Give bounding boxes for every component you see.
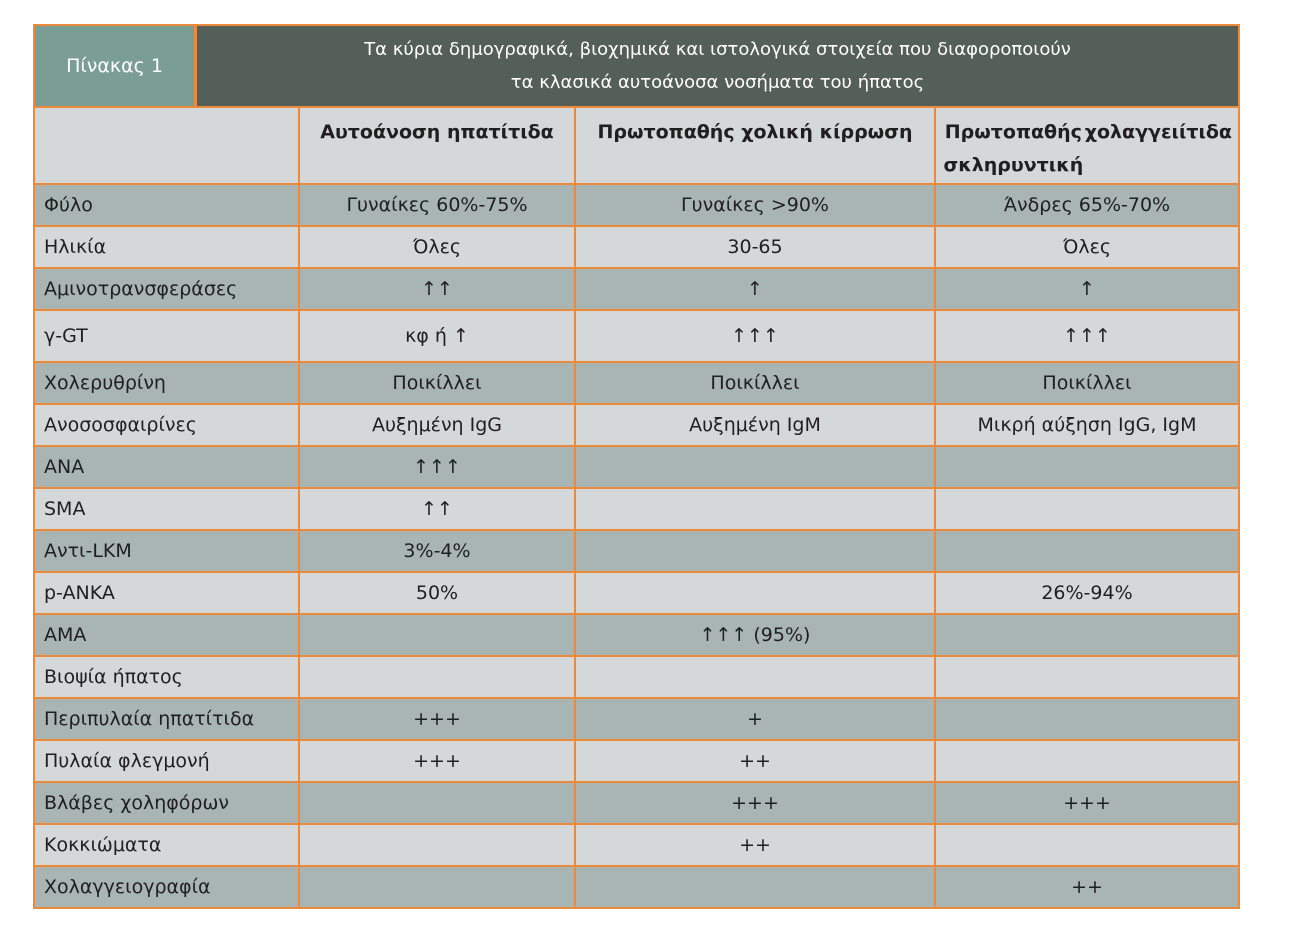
cell-pbc: + bbox=[576, 699, 936, 739]
table-row bbox=[35, 783, 1238, 825]
cell-aih: ↑↑ bbox=[300, 489, 576, 529]
cell-psc bbox=[936, 825, 1238, 865]
cell-pbc: Ποικίλλει bbox=[576, 363, 936, 403]
cell-psc bbox=[936, 699, 1238, 739]
table-row bbox=[35, 825, 1238, 867]
table-title-line-1: Τα κύρια δημογραφικά, βιοχημικά και ιστολογικά στοιχεία που διαφοροποιούν bbox=[364, 39, 1071, 60]
table-row bbox=[35, 573, 1238, 615]
cell-pbc bbox=[576, 447, 936, 487]
table-row bbox=[35, 699, 1238, 741]
table-row bbox=[35, 227, 1238, 269]
cell-psc: ↑↑↑ bbox=[1063, 325, 1111, 347]
cell-label: ANA bbox=[35, 447, 300, 487]
cell-psc: Ποικίλλει bbox=[1042, 372, 1132, 394]
cell-psc: 26%-94% bbox=[1041, 582, 1133, 604]
table-title bbox=[197, 26, 1238, 106]
cell-pbc: 30-65 bbox=[576, 227, 936, 267]
cell-pbc bbox=[576, 867, 936, 907]
data-table bbox=[33, 24, 1240, 909]
table-row bbox=[35, 867, 1238, 907]
cell-pbc bbox=[576, 657, 936, 697]
column-header-aih: Αυτοάνοση ηπατίτιδα bbox=[300, 108, 576, 183]
cell-label: Χολαγγειογραφία bbox=[35, 867, 300, 907]
table-row bbox=[35, 269, 1238, 311]
cell-pbc: ↑↑↑ (95%) bbox=[576, 615, 936, 655]
table-body bbox=[35, 185, 1238, 907]
table-row bbox=[35, 311, 1238, 363]
cell-pbc: Γυναίκες >90% bbox=[576, 185, 936, 225]
cell-label: Περιπυλαία ηπατίτιδα bbox=[35, 699, 300, 739]
cell-psc bbox=[936, 531, 1238, 571]
cell-aih: ↑↑↑ bbox=[300, 447, 576, 487]
cell-label: Πυλαία φλεγμονή bbox=[35, 741, 300, 781]
cell-aih bbox=[300, 657, 576, 697]
cell-pbc: Αυξημένη IgM bbox=[576, 405, 936, 445]
table-title-line-2: τα κλασικά αυτοάνοσα νοσήματα του ήπατος bbox=[510, 72, 925, 93]
cell-label: γ-GT bbox=[35, 311, 300, 361]
cell-aih: κφ ή ↑ bbox=[300, 311, 576, 361]
cell-psc bbox=[936, 741, 1238, 781]
cell-psc: ++ bbox=[1071, 876, 1103, 898]
cell-label: Ανοσοσφαιρίνες bbox=[35, 405, 300, 445]
cell-aih: Αυξημένη IgG bbox=[300, 405, 576, 445]
cell-label: Ηλικία bbox=[35, 227, 300, 267]
cell-aih: +++ bbox=[300, 699, 576, 739]
cell-pbc: ↑ bbox=[576, 269, 936, 309]
table-row bbox=[35, 531, 1238, 573]
cell-label: Αμινοτρανσφεράσες bbox=[35, 269, 300, 309]
cell-aih bbox=[300, 783, 576, 823]
cell-pbc: ↑↑↑ bbox=[576, 311, 936, 361]
table-row bbox=[35, 489, 1238, 531]
cell-label: Φύλο bbox=[35, 185, 300, 225]
table-row bbox=[35, 363, 1238, 405]
cell-aih bbox=[300, 615, 576, 655]
cell-aih: Ποικίλλει bbox=[300, 363, 576, 403]
cell-label: Βιοψία ήπατος bbox=[35, 657, 300, 697]
cell-aih: ↑↑ bbox=[300, 269, 576, 309]
table-row bbox=[35, 405, 1238, 447]
cell-aih bbox=[300, 825, 576, 865]
cell-psc: ↑ bbox=[1079, 278, 1095, 300]
cell-aih: +++ bbox=[300, 741, 576, 781]
cell-psc: Μικρή αύξηση IgG, IgM bbox=[977, 414, 1197, 436]
cell-label: AMA bbox=[35, 615, 300, 655]
cell-label: SMA bbox=[35, 489, 300, 529]
table-header bbox=[35, 26, 1238, 108]
cell-label: Κοκκιώματα bbox=[35, 825, 300, 865]
column-header-psc-line-1: Πρωτοπαθής σκληρυντική bbox=[943, 121, 1084, 176]
cell-pbc: +++ bbox=[576, 783, 936, 823]
cell-psc bbox=[936, 489, 1238, 529]
cell-pbc bbox=[576, 489, 936, 529]
cell-psc: Όλες bbox=[1062, 236, 1112, 258]
cell-psc: +++ bbox=[1063, 792, 1111, 814]
table-row bbox=[35, 741, 1238, 783]
cell-aih: Γυναίκες 60%-75% bbox=[300, 185, 576, 225]
column-header-empty bbox=[35, 108, 300, 183]
column-header-row bbox=[35, 108, 1238, 185]
cell-psc bbox=[936, 447, 1238, 487]
cell-aih: 3%-4% bbox=[300, 531, 576, 571]
cell-aih: Όλες bbox=[300, 227, 576, 267]
cell-aih: 50% bbox=[300, 573, 576, 613]
cell-pbc: ++ bbox=[576, 741, 936, 781]
table-row bbox=[35, 615, 1238, 657]
column-header-pbc: Πρωτοπαθής χολική κίρρωση bbox=[576, 108, 936, 183]
table-number-label: Πίνακας 1 bbox=[35, 26, 197, 106]
cell-psc bbox=[936, 615, 1238, 655]
cell-aih bbox=[300, 867, 576, 907]
cell-pbc bbox=[576, 531, 936, 571]
cell-label: Βλάβες χοληφόρων bbox=[35, 783, 300, 823]
column-header-psc-line-2: χολαγγειίτιδα bbox=[1084, 121, 1232, 143]
table-row bbox=[35, 447, 1238, 489]
cell-label: Αντι-LKM bbox=[35, 531, 300, 571]
cell-pbc: ++ bbox=[576, 825, 936, 865]
cell-psc bbox=[936, 657, 1238, 697]
cell-label: p-ANKA bbox=[35, 573, 300, 613]
table-row bbox=[35, 185, 1238, 227]
table-row bbox=[35, 657, 1238, 699]
cell-pbc bbox=[576, 573, 936, 613]
cell-label: Χολερυθρίνη bbox=[35, 363, 300, 403]
column-header-psc bbox=[936, 108, 1238, 183]
cell-psc: Άνδρες 65%-70% bbox=[1003, 194, 1171, 216]
